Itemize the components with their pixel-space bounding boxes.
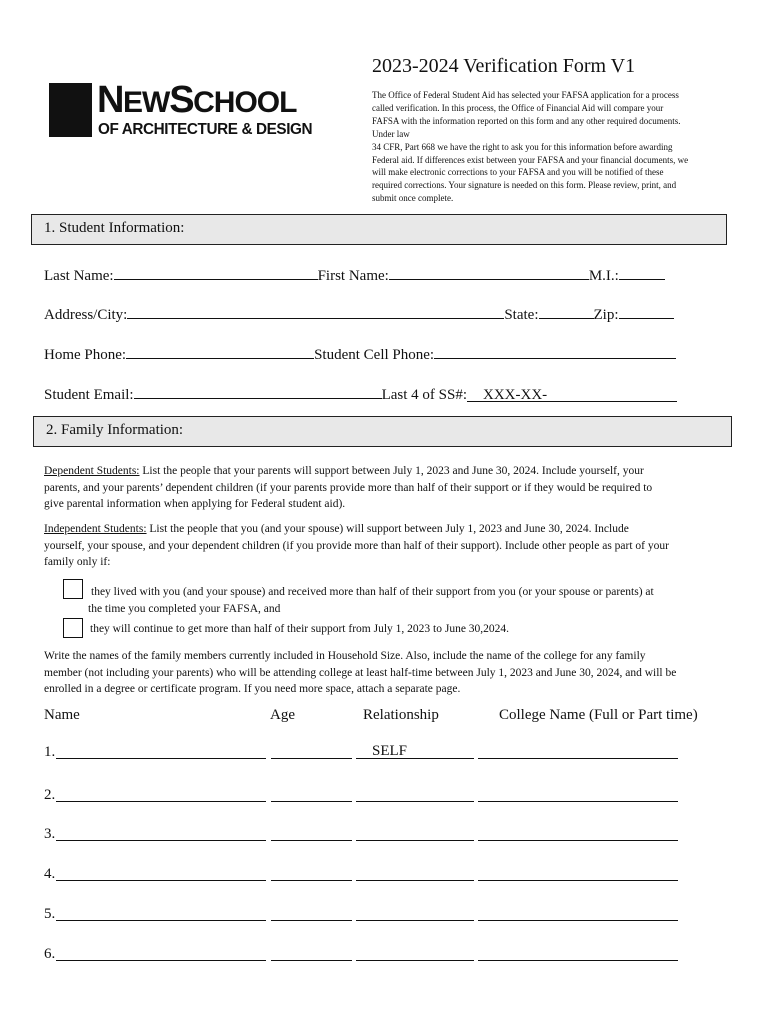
row-number: 6. xyxy=(44,946,56,962)
college-cell[interactable] xyxy=(478,826,678,841)
phone-row xyxy=(44,343,676,364)
state-label: State: xyxy=(504,307,539,323)
checkbox-continue-support[interactable] xyxy=(63,618,83,638)
dependent-students-label: Dependent Students: xyxy=(44,465,140,477)
cell-phone-label: Student Cell Phone: xyxy=(314,347,435,363)
row-number: 2. xyxy=(44,787,56,803)
college-cell[interactable] xyxy=(478,946,678,961)
logo-block xyxy=(49,83,92,137)
name-cell[interactable] xyxy=(56,787,266,802)
column-college: College Name (Full or Part time) xyxy=(499,707,698,723)
ssn-label: Last 4 of SS#: xyxy=(381,387,468,403)
column-age: Age xyxy=(270,707,295,723)
row-number: 4. xyxy=(44,866,56,882)
checkbox-lived-with-you-label: they lived with you (and your spouse) and received more than half of their support from you (or your spouse or parents) at the time you completed your FAFSA, and xyxy=(88,586,654,615)
address-field[interactable] xyxy=(127,303,504,319)
college-cell[interactable] xyxy=(478,906,678,921)
relationship-cell[interactable] xyxy=(356,826,474,841)
home-phone-field[interactable] xyxy=(126,343,314,359)
mi-field[interactable] xyxy=(619,264,665,280)
email-field[interactable] xyxy=(134,383,382,399)
section-student-information: 1. Student Information: xyxy=(31,214,727,245)
row-number: 3. xyxy=(44,826,56,842)
name-cell[interactable] xyxy=(56,826,266,841)
age-cell[interactable] xyxy=(271,787,352,802)
age-cell[interactable] xyxy=(271,906,352,921)
relationship-cell[interactable] xyxy=(356,866,474,881)
independent-students-paragraph: Independent Students: List the people that you (and your spouse) will support between July 1, 2023 and June 30, 2024. Include yourself, your spouse, and your dependent children (if you provide more than half of their support). Include other people as part of your family only if: xyxy=(44,523,669,569)
name-cell[interactable] xyxy=(56,866,266,881)
last-name-label: Last Name: xyxy=(44,268,114,284)
relationship-cell[interactable]: SELF xyxy=(356,744,474,759)
name-row xyxy=(44,264,665,285)
address-label: Address/City: xyxy=(44,307,128,323)
checkbox-lived-with-you[interactable] xyxy=(63,579,83,599)
mi-label: M.I.: xyxy=(588,268,619,284)
logo-subtitle: OF ARCHITECTURE & DESIGN xyxy=(98,121,313,138)
email-row xyxy=(44,383,677,404)
relationship-cell[interactable] xyxy=(356,787,474,802)
intro-paragraph: The Office of Federal Student Aid has selected your FAFSA application for a process called verification. In this process, the Office of Financial Aid will compare your FAFSA with the information reported on this form and any other required documents. Under law 34 CFR, Part 668 we have the right to ask you for this information before awarding Federal aid. If differences exist between your FAFSA and your financial documents, we will make electronic corrections to your FAFSA and you will be notified of these required corrections. Your signature is needed on this form. Please review, print, and submit once complete. xyxy=(372,90,689,204)
dependent-students-paragraph: Dependent Students: List the people that your parents will support between July 1, 2023 and June 30, 2024. Include yourself, your parents, and your parents’ dependent children (if your parents provide more than half of their support or if they would be required to give parental information when applying for Federal student aid). xyxy=(44,465,653,511)
age-cell[interactable] xyxy=(271,826,352,841)
name-cell[interactable] xyxy=(56,744,266,759)
logo-wordmark: NEWSCHOOL xyxy=(97,79,297,121)
name-cell[interactable] xyxy=(56,946,266,961)
checkbox-continue-support-label: they will continue to get more than half of their support from July 1, 2023 to June 30,2024. xyxy=(90,623,510,635)
column-relationship: Relationship xyxy=(363,707,439,723)
email-label: Student Email: xyxy=(44,387,134,403)
college-cell[interactable] xyxy=(478,787,678,802)
zip-label: Zip: xyxy=(593,307,619,323)
relationship-cell[interactable] xyxy=(356,906,474,921)
name-cell[interactable] xyxy=(56,906,266,921)
first-name-label: First Name: xyxy=(317,268,389,284)
household-instructions: Write the names of the family members currently included in Household Size. Also, include the name of the college for any family member (not including your parents) who will be attending college at least half-time between July 1, 2023 and June 30, 2024, and will be enrolled in a degree or certificate program. If you need more space, attach a separate page. xyxy=(44,650,677,696)
age-cell[interactable] xyxy=(271,744,352,759)
ssn-field[interactable] xyxy=(467,386,677,402)
college-cell[interactable] xyxy=(478,744,678,759)
first-name-field[interactable] xyxy=(389,264,589,280)
college-cell[interactable] xyxy=(478,866,678,881)
column-name: Name xyxy=(44,707,80,723)
independent-students-label: Independent Students: xyxy=(44,523,147,535)
section-family-information: 2. Family Information: xyxy=(33,416,732,447)
address-row xyxy=(44,303,674,324)
last-name-field[interactable] xyxy=(114,264,318,280)
row-number: 5. xyxy=(44,906,56,922)
cell-phone-field[interactable] xyxy=(434,343,676,359)
form-title: 2023-2024 Verification Form V1 xyxy=(372,55,636,77)
row-number: 1. xyxy=(44,744,56,760)
ssn-prefix: XXX-XX- xyxy=(483,387,548,403)
age-cell[interactable] xyxy=(271,946,352,961)
age-cell[interactable] xyxy=(271,866,352,881)
zip-field[interactable] xyxy=(619,303,674,319)
state-field[interactable] xyxy=(539,303,594,319)
home-phone-label: Home Phone: xyxy=(44,347,127,363)
relationship-cell[interactable] xyxy=(356,946,474,961)
